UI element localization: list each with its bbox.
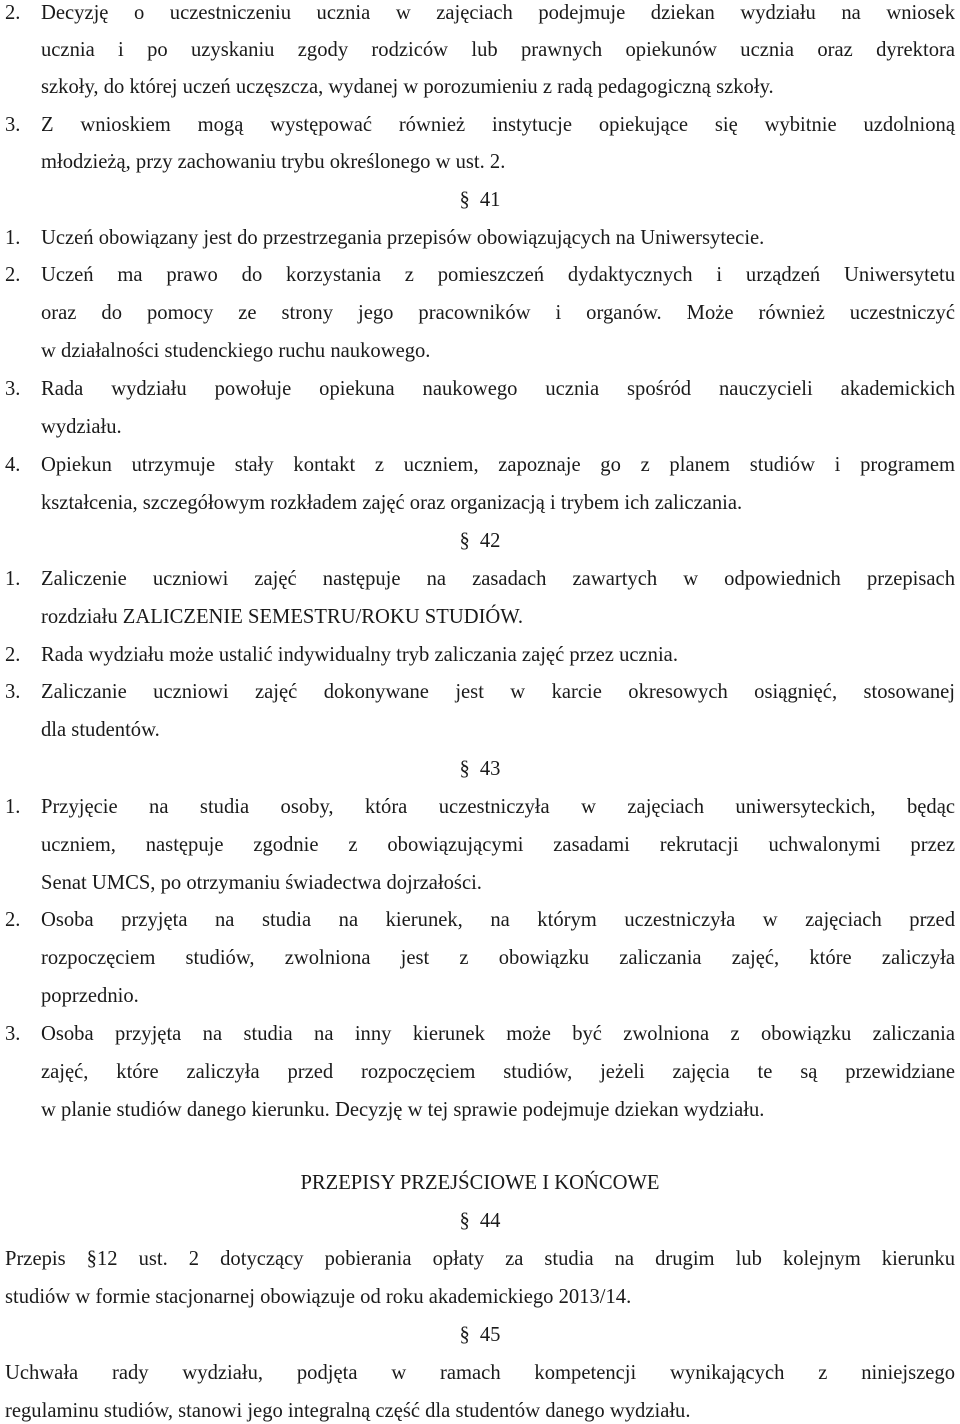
item-number: 4. <box>5 454 21 476</box>
text-line: Osoba przyjęta na studia na kierunek, na którym uczestniczyła w zajęciach przed <box>41 909 955 931</box>
text-line: Senat UMCS, po otrzymaniu świadectwa dojrzałości. <box>41 872 482 894</box>
item-number: 3. <box>5 681 21 703</box>
text-line: rozdziału ZALICZENIE SEMESTRU/ROKU STUDIÓW. <box>41 606 523 628</box>
text-line: Osoba przyjęta na studia na inny kierunek może być zwolniona z obowiązku zaliczania <box>41 1023 955 1045</box>
section-heading-45 <box>0 1322 960 1348</box>
text-line: Przyjęcie na studia osoby, która uczestniczyła w zajęciach uniwersyteckich, będąc <box>41 796 955 818</box>
text-line: regulaminu studiów, stanowi jego integralną część dla studentów danego wydziału. <box>5 1400 691 1422</box>
text-line: Uczeń ma prawo do korzystania z pomieszczeń dydaktycznych i urządzeń Uniwersytetu <box>41 264 955 286</box>
section-heading-42 <box>0 528 960 554</box>
section-heading-44 <box>0 1208 960 1234</box>
text-line: uczniem, następuje zgodnie z obowiązującymi zasadami rekrutacji uchwalonymi przez <box>41 834 955 856</box>
item-number: 1. <box>5 227 21 249</box>
text-line: Zaliczanie uczniowi zajęć dokonywane jest w karcie okresowych osiągnięć, stosowanej <box>41 681 955 703</box>
text-line: rozpoczęciem studiów, zwolniona jest z obowiązku zaliczania zajęć, które zaliczyła <box>41 947 955 969</box>
text-line: Decyzję o uczestniczeniu ucznia w zajęciach podejmuje dziekan wydziału na wniosek <box>41 2 955 24</box>
item-number: 2. <box>5 2 21 24</box>
item-number: 2. <box>5 644 21 666</box>
text-line: Opiekun utrzymuje stały kontakt z uczniem, zapoznaje go z planem studiów i programem <box>41 454 955 476</box>
text-line: Zaliczenie uczniowi zajęć następuje na zasadach zawartych w odpowiednich przepisach <box>41 568 955 590</box>
section-number: 45 <box>479 1324 501 1346</box>
section-number: 43 <box>479 758 501 780</box>
item-number: 2. <box>5 909 21 931</box>
text-line: ucznia i po uzyskaniu zgody rodziców lub prawnych opiekunów ucznia oraz dyrektora <box>41 39 955 61</box>
text-line: wydziału. <box>41 416 122 438</box>
item-number: 3. <box>5 114 21 136</box>
section-symbol: § <box>459 189 470 211</box>
text-line: szkoły, do której uczeń uczęszcza, wydanej w porozumieniu z radą pedagogiczną szkoły. <box>41 76 774 98</box>
text-line: w planie studiów danego kierunku. Decyzję w tej sprawie podejmuje dziekan wydziału. <box>41 1099 765 1121</box>
section-number: 42 <box>479 530 501 552</box>
text-line: Przepis §12 ust. 2 dotyczący pobierania opłaty za studia na drugim lub kolejnym kierunku <box>5 1248 955 1270</box>
section-symbol: § <box>459 1210 470 1232</box>
text-line: młodzieżą, przy zachowaniu trybu określonego w ust. 2. <box>41 151 506 173</box>
text-line: oraz do pomocy ze strony jego pracowników i organów. Może również uczestniczyć <box>41 302 955 324</box>
section-heading-43 <box>0 756 960 782</box>
text-line: zajęć, które zaliczyła przed rozpoczęciem studiów, jeżeli zajęcia te są przewidziane <box>41 1061 955 1083</box>
section-number: 41 <box>479 189 501 211</box>
text-line: kształcenia, szczegółowym rozkładem zajęć oraz organizacją i trybem ich zaliczania. <box>41 492 743 514</box>
item-number: 1. <box>5 796 21 818</box>
item-number: 3. <box>5 378 21 400</box>
section-symbol: § <box>459 530 470 552</box>
text-line: Rada wydziału powołuje opiekuna naukowego ucznia spośród nauczycieli akademickich <box>41 378 955 400</box>
section-number: 44 <box>479 1210 501 1232</box>
text-line: w działalności studenckiego ruchu naukowego. <box>41 340 431 362</box>
text-line: Z wnioskiem mogą występować również instytucje opiekujące się wybitnie uzdolnioną <box>41 114 955 136</box>
text-line: dla studentów. <box>41 719 160 741</box>
chapter-heading: PRZEPISY PRZEJŚCIOWE I KOŃCOWE <box>300 1172 660 1194</box>
text-line: Rada wydziału może ustalić indywidualny tryb zaliczania zajęć przez ucznia. <box>41 644 678 666</box>
section-heading-41 <box>0 187 960 213</box>
text-line: Uchwała rady wydziału, podjęta w ramach kompetencji wynikających z niniejszego <box>5 1362 955 1384</box>
section-symbol: § <box>459 1324 470 1346</box>
text-line: studiów w formie stacjonarnej obowiązuje od roku akademickiego 2013/14. <box>5 1286 632 1308</box>
item-number: 3. <box>5 1023 21 1045</box>
item-number: 2. <box>5 264 21 286</box>
text-line: poprzednio. <box>41 985 139 1007</box>
item-number: 1. <box>5 568 21 590</box>
section-symbol: § <box>459 758 470 780</box>
text-line: Uczeń obowiązany jest do przestrzegania przepisów obowiązujących na Uniwersytecie. <box>41 227 765 249</box>
